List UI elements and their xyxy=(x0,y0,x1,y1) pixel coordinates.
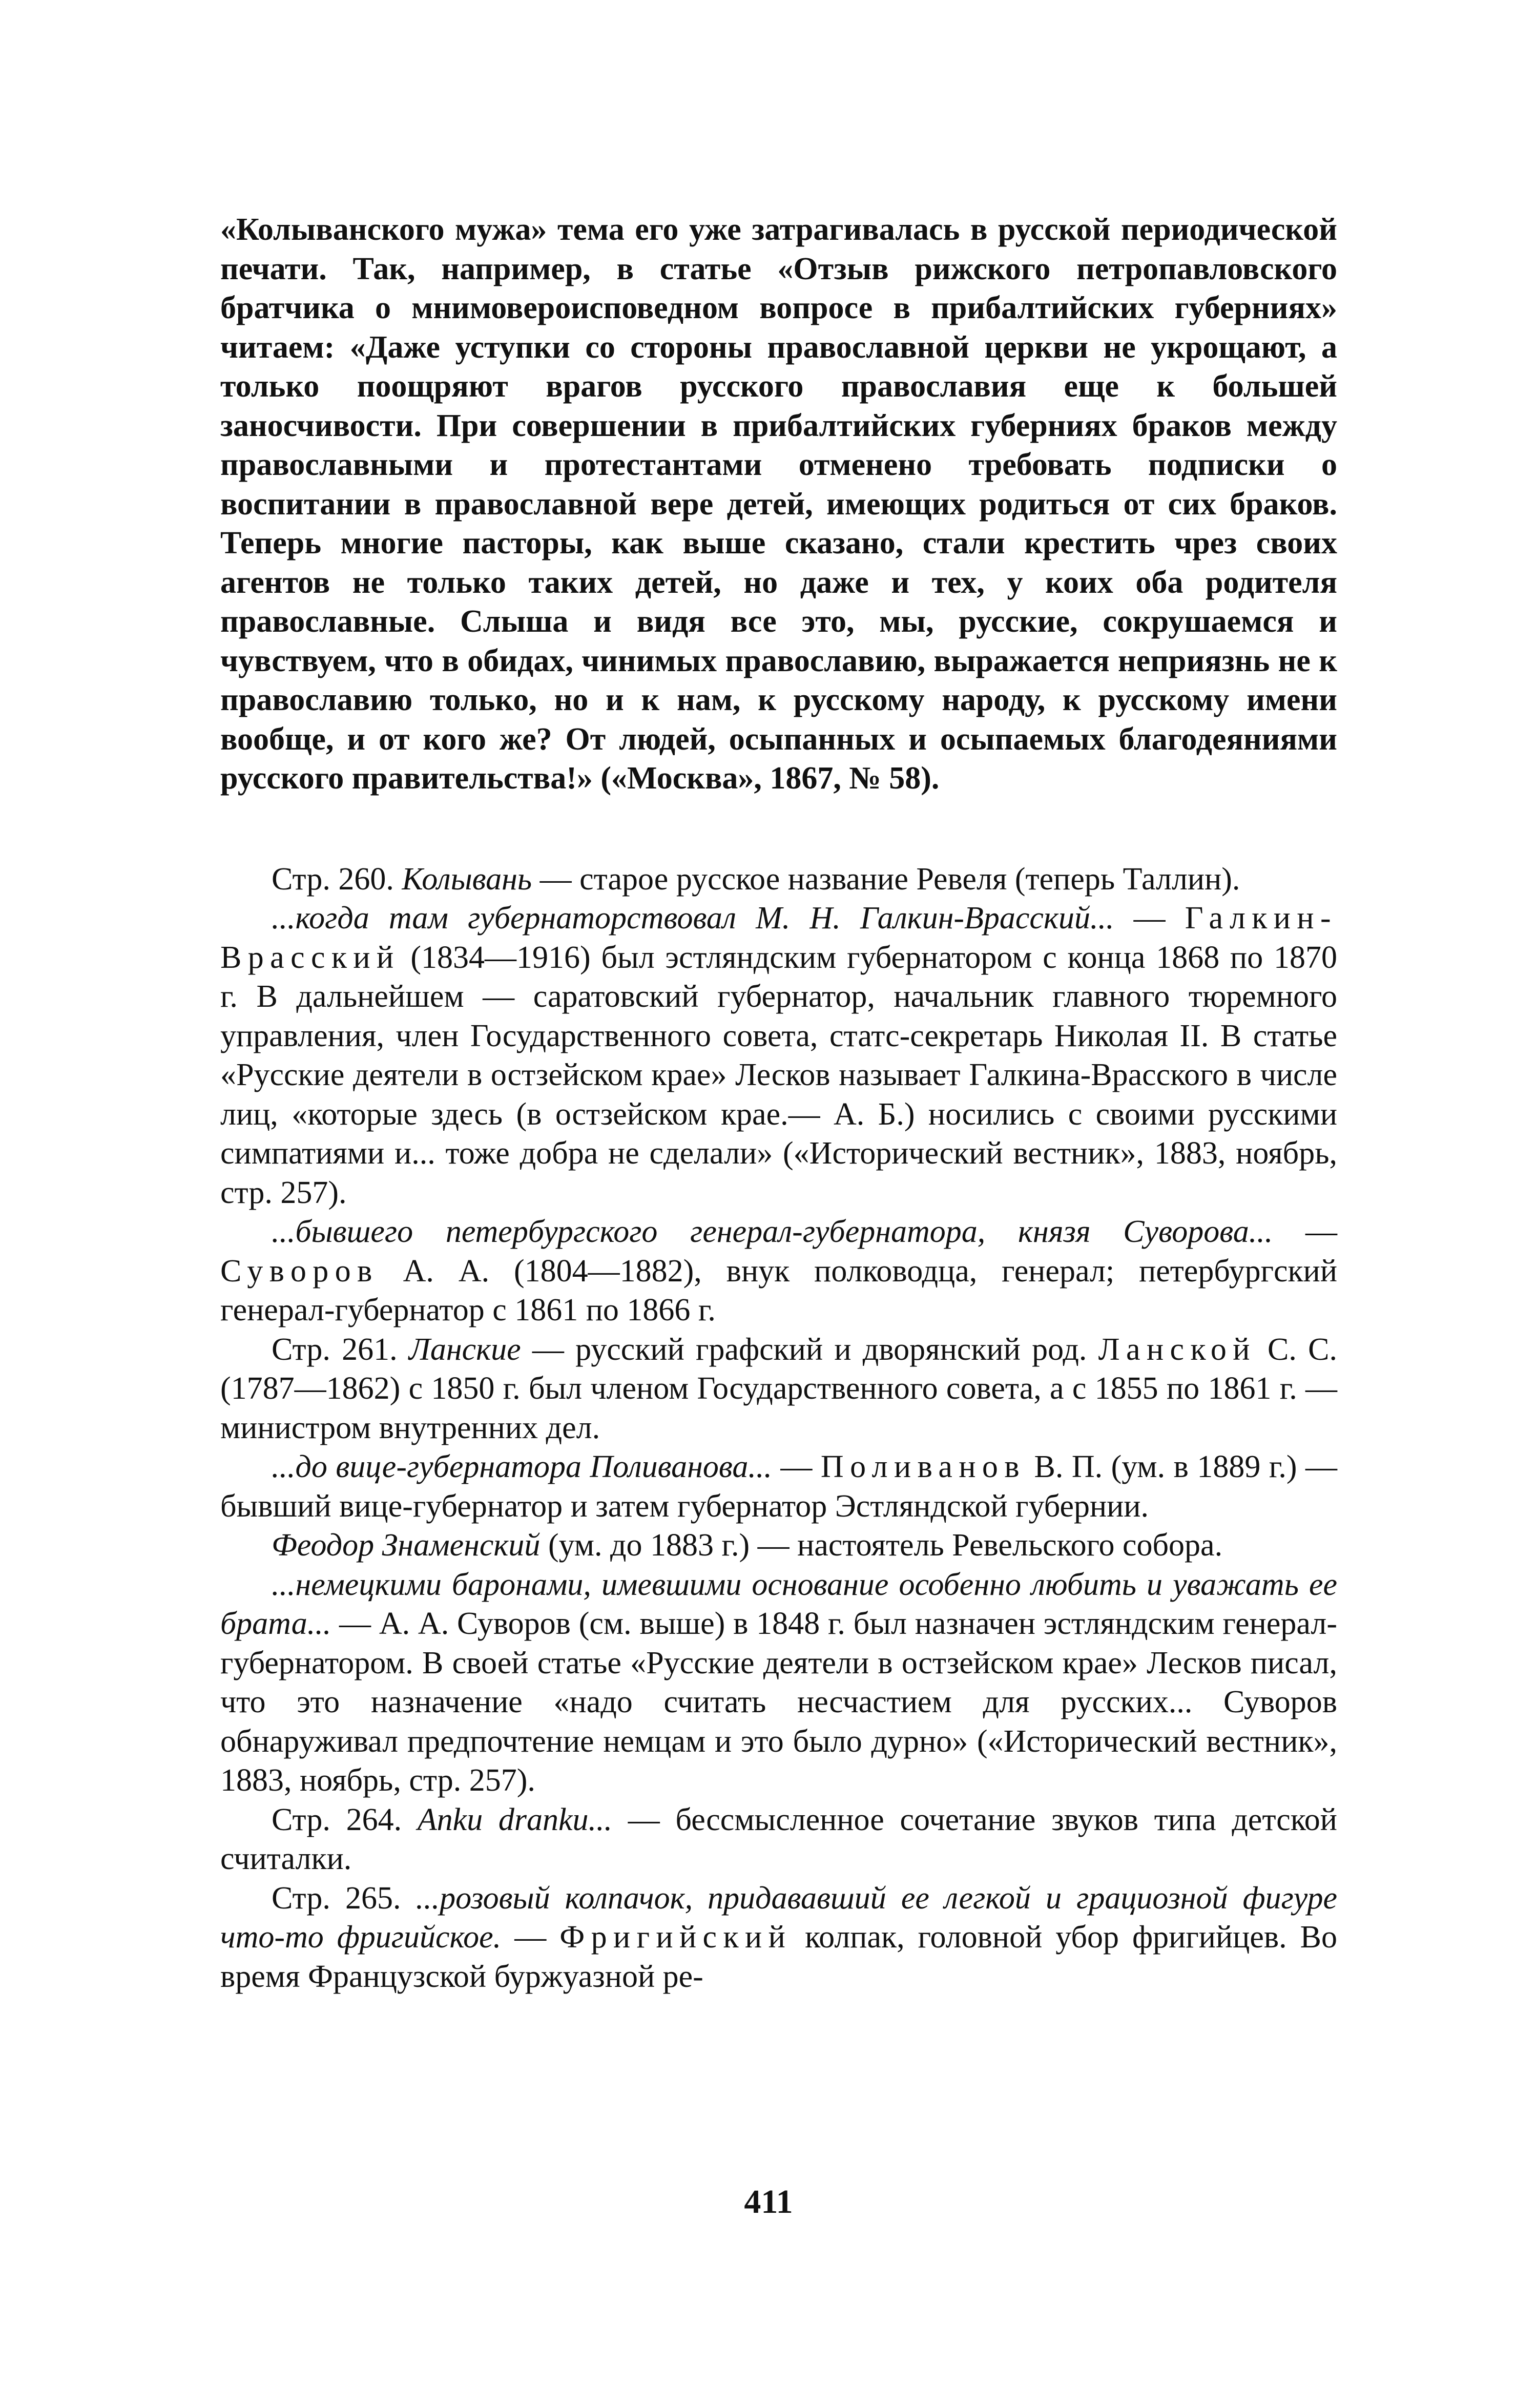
notes-section xyxy=(220,860,1337,1997)
note-lemma: Феодор Знаменский xyxy=(272,1528,541,1563)
quote-paragraph: «Колыванского мужа» тема его уже затрагивалась в русской периодической печати. Так, например, в статье «Отзыв рижского петропавловского братчика о мнимовероисповедном вопросе в прибалтийских губерниях» читаем: «Даже уступки со стороны православной церкви не укрощают, а только поощряют врагов русского православия еще к большей заносчивости. При совершении в прибалтийских губерниях браков между православными и протестантами отменено требовать подписки о воспитании в православной вере детей, имеющих родиться от сих браков. Теперь многие пасторы, как выше сказано, стали крестить чрез своих агентов не только таких детей, но даже и тех, у коих оба родителя православные. Слыша и видя все это, мы, русские, сокрушаемся и чувствуем, что в обидах, чинимых православию, выражается неприязнь не к православию только, но и к нам, к русскому народу, к русскому имени вообще, и от кого же? От людей, осыпанных и осыпаемых благодеяниями русского правительства!» («Москва», 1867, № 58). xyxy=(220,212,1337,796)
note-265-phrygian-cap xyxy=(220,1879,1337,1997)
note-dash: — xyxy=(772,1449,821,1484)
page-number: 411 xyxy=(744,2183,793,2220)
note-264-anku-dranku xyxy=(220,1800,1337,1879)
note-260-kolyvan xyxy=(220,860,1337,899)
note-text: В. П. (ум. в 1889 г.) — бывший вице-губернатор и затем губернатор Эстляндской губернии. xyxy=(220,1449,1337,1524)
note-text: (ум. до 1883 г.) — настоятель Ревельского собора. xyxy=(540,1528,1223,1563)
note-lemma: ...немецкими баронами, имевшими основание особенно любить и уважать ее брата... xyxy=(220,1567,1337,1641)
note-name: Фригийский xyxy=(559,1920,792,1955)
note-znamensky xyxy=(220,1526,1337,1565)
note-lemma: Anku dranku... xyxy=(417,1802,613,1837)
note-polivanov xyxy=(220,1447,1337,1526)
note-ref: Стр. 265. xyxy=(272,1880,416,1916)
note-name: Поливанов xyxy=(820,1449,1026,1484)
note-lemma: Ланские xyxy=(408,1332,521,1367)
note-text: колпак, головной убор фригийцев. Во время Французской буржуазной ре- xyxy=(220,1920,1337,1994)
note-name: Галкин-Врасский xyxy=(220,901,1338,975)
note-dash: — xyxy=(501,1920,560,1955)
note-lemma: ...до вице-губернатора Поливанова... xyxy=(272,1449,772,1484)
note-lemma: ...когда там губернаторствовал М. Н. Галкин-Врасский... xyxy=(272,901,1114,936)
document-page xyxy=(220,210,1337,1996)
note-dash: — русский графский и дворянский род. xyxy=(521,1332,1098,1367)
note-text: — старое русское название Ревеля (теперь Таллин). xyxy=(532,861,1240,897)
note-261-lanskie xyxy=(220,1330,1337,1448)
note-lemma: ...розовый колпачок, придававший ее легкой и грациозной фигуре что-то фригийское. xyxy=(220,1880,1337,1955)
note-suvorov xyxy=(220,1212,1337,1330)
note-name: Ланской xyxy=(1098,1332,1256,1367)
note-ref: Стр. 261. xyxy=(272,1332,409,1367)
note-dash: — xyxy=(1273,1214,1337,1249)
note-barons xyxy=(220,1565,1337,1800)
note-ref: Стр. 260. xyxy=(272,861,402,897)
note-lemma: Колывань xyxy=(402,861,532,897)
note-lemma: ...бывшего петербургского генерал-губернатора, князя Суворова... xyxy=(272,1214,1273,1249)
note-ref: Стр. 264. xyxy=(272,1802,418,1837)
note-galkin-vrassky xyxy=(220,899,1337,1212)
note-text: — А. А. Суворов (см. выше) в 1848 г. был назначен эстляндским генерал-губернатором. В своей статье «Русские деятели в остзейском крае» Лесков писал, что это назначение «надо считать несчастием для русских... Суворов обнаруживал предпочтение немцам и это было дурно» («Исторический вестник», 1883, ноябрь, стр. 257). xyxy=(220,1606,1337,1798)
note-text: А. А. (1804—1882), внук полководца, генерал; петербургский генерал-губернатор с 1861 по 1866 г. xyxy=(220,1253,1337,1327)
note-text: С. С. (1787—1862) с 1850 г. был членом Государственного совета, а с 1855 по 1861 г. — министром внутренних дел. xyxy=(220,1332,1337,1445)
note-text: (1834—1916) был эстляндским губернатором с конца 1868 по 1870 г. В дальнейшем — саратовский губернатор, начальник главного тюремного управления, член Государственного совета, статс-секретарь Николая II. В статье «Русские деятели в остзейском крае» Лесков называет Галкина-Врасского в числе лиц, «которые здесь (в остзейском крае.— А. Б.) носились с своими русскими симпатиями и... тоже добра не сделали» («Исторический вестник», 1883, ноябрь, стр. 257). xyxy=(220,940,1337,1210)
note-name: Суворов xyxy=(220,1253,379,1289)
note-dash: — xyxy=(1114,901,1185,936)
note-text: — бессмысленное сочетание звуков типа детской считалки. xyxy=(220,1802,1337,1876)
